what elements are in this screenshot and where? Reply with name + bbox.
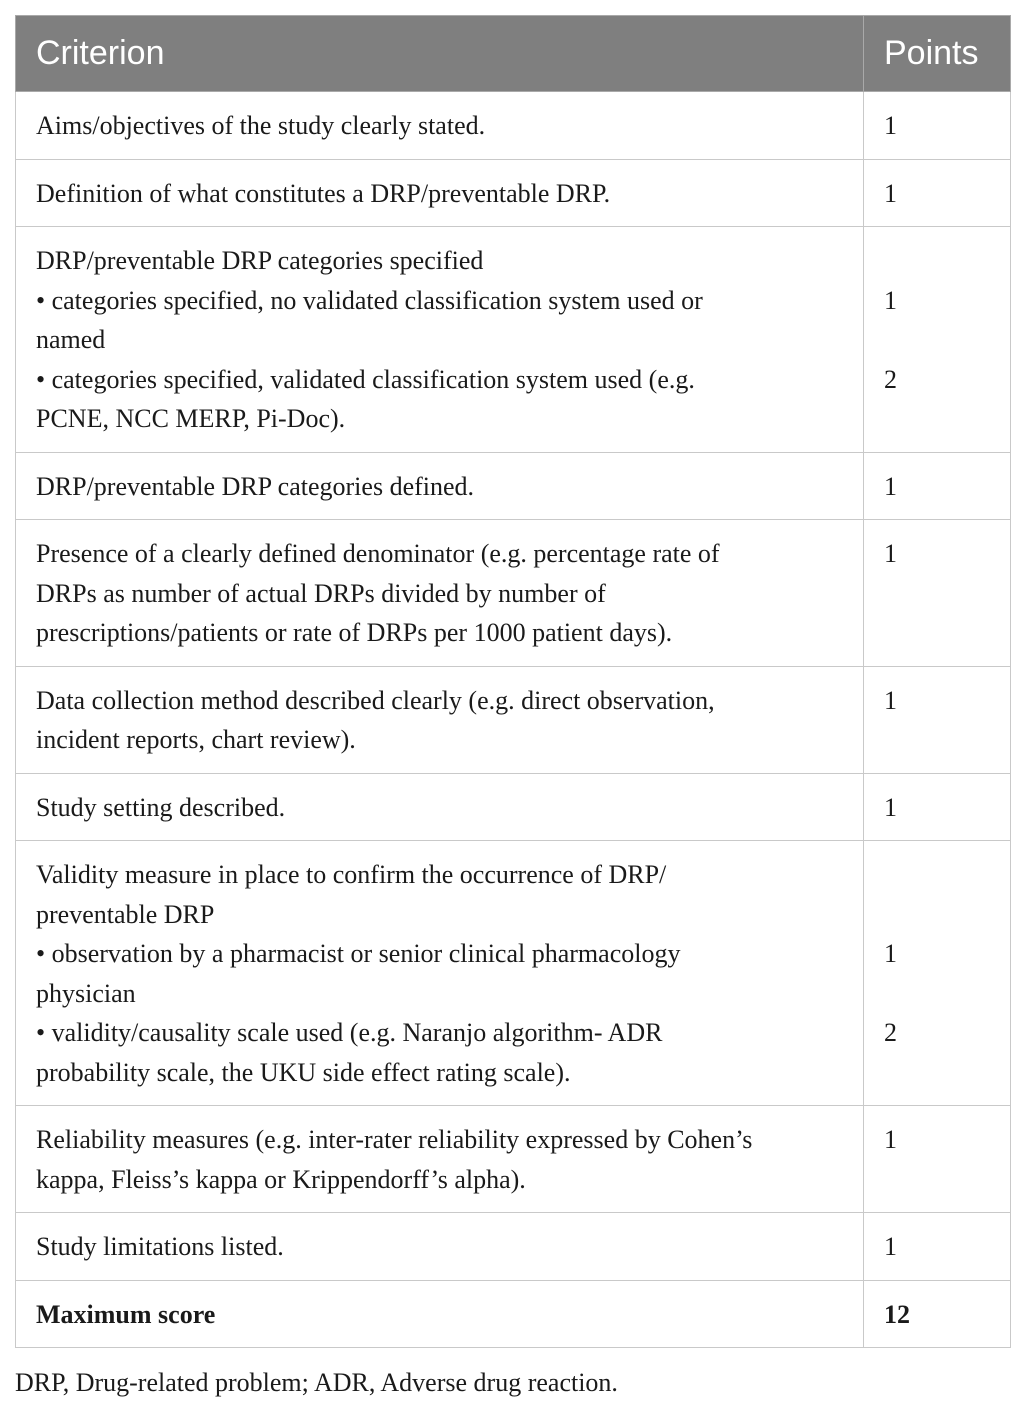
criterion-line: Aims/objectives of the study clearly stated. [36, 111, 486, 140]
points-line: 1 [884, 539, 897, 568]
table-row [16, 1280, 1011, 1348]
points-line: 2 [884, 364, 897, 394]
criterion-line: DRP/preventable DRP categories defined. [36, 471, 475, 501]
points-line: 2 [884, 1018, 897, 1047]
points-line [884, 320, 990, 360]
criterion-line: Data collection method described clearly (e.g. direct observation, [36, 685, 715, 715]
points-line [884, 974, 990, 1014]
table-row [16, 1213, 1011, 1281]
criterion-line: physician [36, 978, 136, 1008]
points-line [884, 241, 990, 281]
points-line [884, 855, 990, 895]
criterion-cell [16, 773, 864, 841]
points-line: 1 [884, 111, 897, 140]
criterion-line: incident reports, chart review). [36, 725, 356, 754]
criterion-line: Validity measure in place to confirm the occurrence of DRP/ [36, 860, 667, 889]
points-line: 1 [884, 178, 897, 208]
criterion-cell [16, 227, 864, 453]
criterion-line: DRPs as number of actual DRPs divided by number of [36, 578, 606, 608]
table-row [16, 841, 1011, 1106]
points-cell [864, 452, 1011, 520]
criterion-line: Reliability measures (e.g. inter-rater reliability expressed by Cohen’s [36, 1125, 753, 1154]
points-line: 1 [884, 285, 897, 315]
criterion-line: Study setting described. [36, 792, 286, 822]
points-cell [864, 92, 1011, 160]
criterion-line: probability scale, the UKU side effect rating scale). [36, 1057, 571, 1087]
table-body [16, 92, 1011, 1348]
criterion-line: preventable DRP [36, 899, 215, 929]
table-row [16, 520, 1011, 667]
table-row [16, 92, 1011, 160]
table-row [16, 666, 1011, 773]
points-line: 1 [884, 1232, 897, 1261]
criterion-line: PCNE, NCC MERP, Pi-Doc). [36, 404, 346, 433]
criterion-cell [16, 1106, 864, 1213]
criterion-cell [16, 666, 864, 773]
criterion-line: • observation by a pharmacist or senior clinical pharmacology [36, 939, 681, 968]
points-line [884, 895, 990, 935]
criterion-line: • categories specified, validated classification system used (e.g. [36, 364, 695, 394]
criterion-line: • validity/causality scale used (e.g. Naranjo algorithm- ADR [36, 1018, 663, 1047]
criterion-line: Maximum score [36, 1299, 216, 1329]
points-line [884, 613, 990, 653]
points-cell [864, 666, 1011, 773]
criterion-line: Study limitations listed. [36, 1232, 284, 1261]
criterion-line: Definition of what constitutes a DRP/preventable DRP. [36, 178, 611, 208]
points-line: 1 [884, 792, 897, 822]
criterion-line: prescriptions/patients or rate of DRPs per 1000 patient days). [36, 618, 673, 647]
criterion-line: DRP/preventable DRP categories specified [36, 246, 484, 275]
table-row [16, 1106, 1011, 1213]
criterion-cell [16, 452, 864, 520]
table-row [16, 227, 1011, 453]
table-header-row [16, 16, 1011, 92]
points-line: 1 [884, 1125, 897, 1154]
table-row [16, 159, 1011, 227]
points-cell [864, 1106, 1011, 1213]
points-line: 1 [884, 471, 897, 501]
points-cell [864, 1213, 1011, 1281]
points-line [884, 720, 990, 760]
criterion-column-header: Criterion [16, 16, 864, 92]
points-line [884, 1160, 990, 1200]
table-row [16, 773, 1011, 841]
points-line [884, 399, 990, 439]
points-line: 1 [884, 939, 897, 968]
criterion-cell [16, 841, 864, 1106]
criterion-cell [16, 1213, 864, 1281]
table-row [16, 452, 1011, 520]
points-cell [864, 841, 1011, 1106]
criterion-cell [16, 1280, 864, 1348]
criteria-table [15, 15, 1011, 1348]
points-cell [864, 227, 1011, 453]
criterion-line: kappa, Fleiss’s kappa or Krippendorff’s alpha). [36, 1164, 526, 1194]
criterion-cell [16, 92, 864, 160]
criterion-line: named [36, 325, 106, 354]
points-cell [864, 1280, 1011, 1348]
criterion-cell [16, 520, 864, 667]
criterion-line: Presence of a clearly defined denominator (e.g. percentage rate of [36, 539, 720, 568]
points-cell [864, 773, 1011, 841]
points-line [884, 574, 990, 614]
criterion-line: • categories specified, no validated classification system used or [36, 285, 703, 315]
points-cell [864, 159, 1011, 227]
points-line [884, 1053, 990, 1093]
table-footnote: DRP, Drug-related problem; ADR, Adverse drug reaction. [15, 1368, 618, 1397]
points-line: 1 [884, 685, 897, 715]
criterion-cell [16, 159, 864, 227]
points-column-header: Points [864, 16, 1011, 92]
points-line: 12 [884, 1299, 910, 1329]
points-cell [864, 520, 1011, 667]
